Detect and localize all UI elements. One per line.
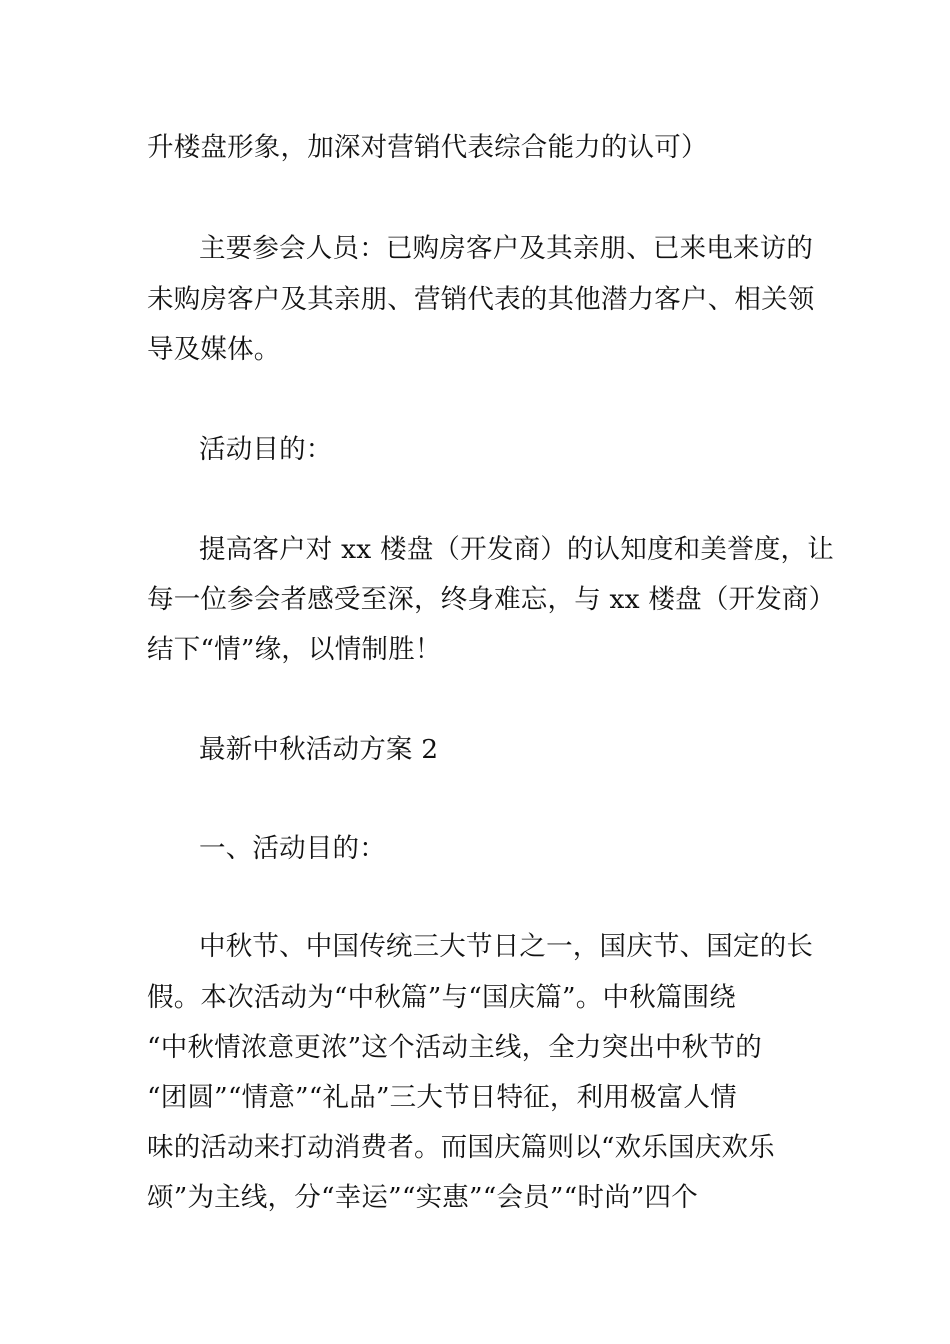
text-line: 中秋节、中国传统三大节日之一，国庆节、国定的长 <box>199 931 814 962</box>
text-line: 提高客户对 xx 楼盘（开发商）的认知度和美誉度，让 <box>199 534 834 565</box>
text-line: 导及媒体。 <box>147 334 281 365</box>
text-line: 每一位参会者感受至深，终身难忘，与 xx 楼盘（开发商） <box>147 584 836 615</box>
section-heading: 最新中秋活动方案 2 <box>199 734 439 765</box>
text-line: 假。本次活动为“中秋篇”与“国庆篇”。中秋篇围绕 <box>147 982 736 1013</box>
text-line: 味的活动来打动消费者。而国庆篇则以“欢乐国庆欢乐 <box>147 1132 775 1163</box>
text-line: “中秋情浓意更浓”这个活动主线，全力突出中秋节的 <box>147 1032 762 1063</box>
section-heading: 一、活动目的： <box>199 833 386 864</box>
text-line: 未购房客户及其亲朋、营销代表的其他潜力客户、相关领 <box>147 284 815 315</box>
text-line: 结下“情”缘，以情制胜！ <box>147 634 442 665</box>
text-line: 主要参会人员：已购房客户及其亲朋、已来电来访的 <box>199 233 814 264</box>
text-line: 颂”为主线，分“幸运”“实惠”“会员”“时尚”四个 <box>147 1182 698 1213</box>
text-line: 升楼盘形象，加深对营销代表综合能力的认可） <box>147 132 708 163</box>
text-line: “团圆”“情意”“礼品”三大节日特征，利用极富人情 <box>147 1082 737 1113</box>
section-heading: 活动目的： <box>199 434 333 465</box>
